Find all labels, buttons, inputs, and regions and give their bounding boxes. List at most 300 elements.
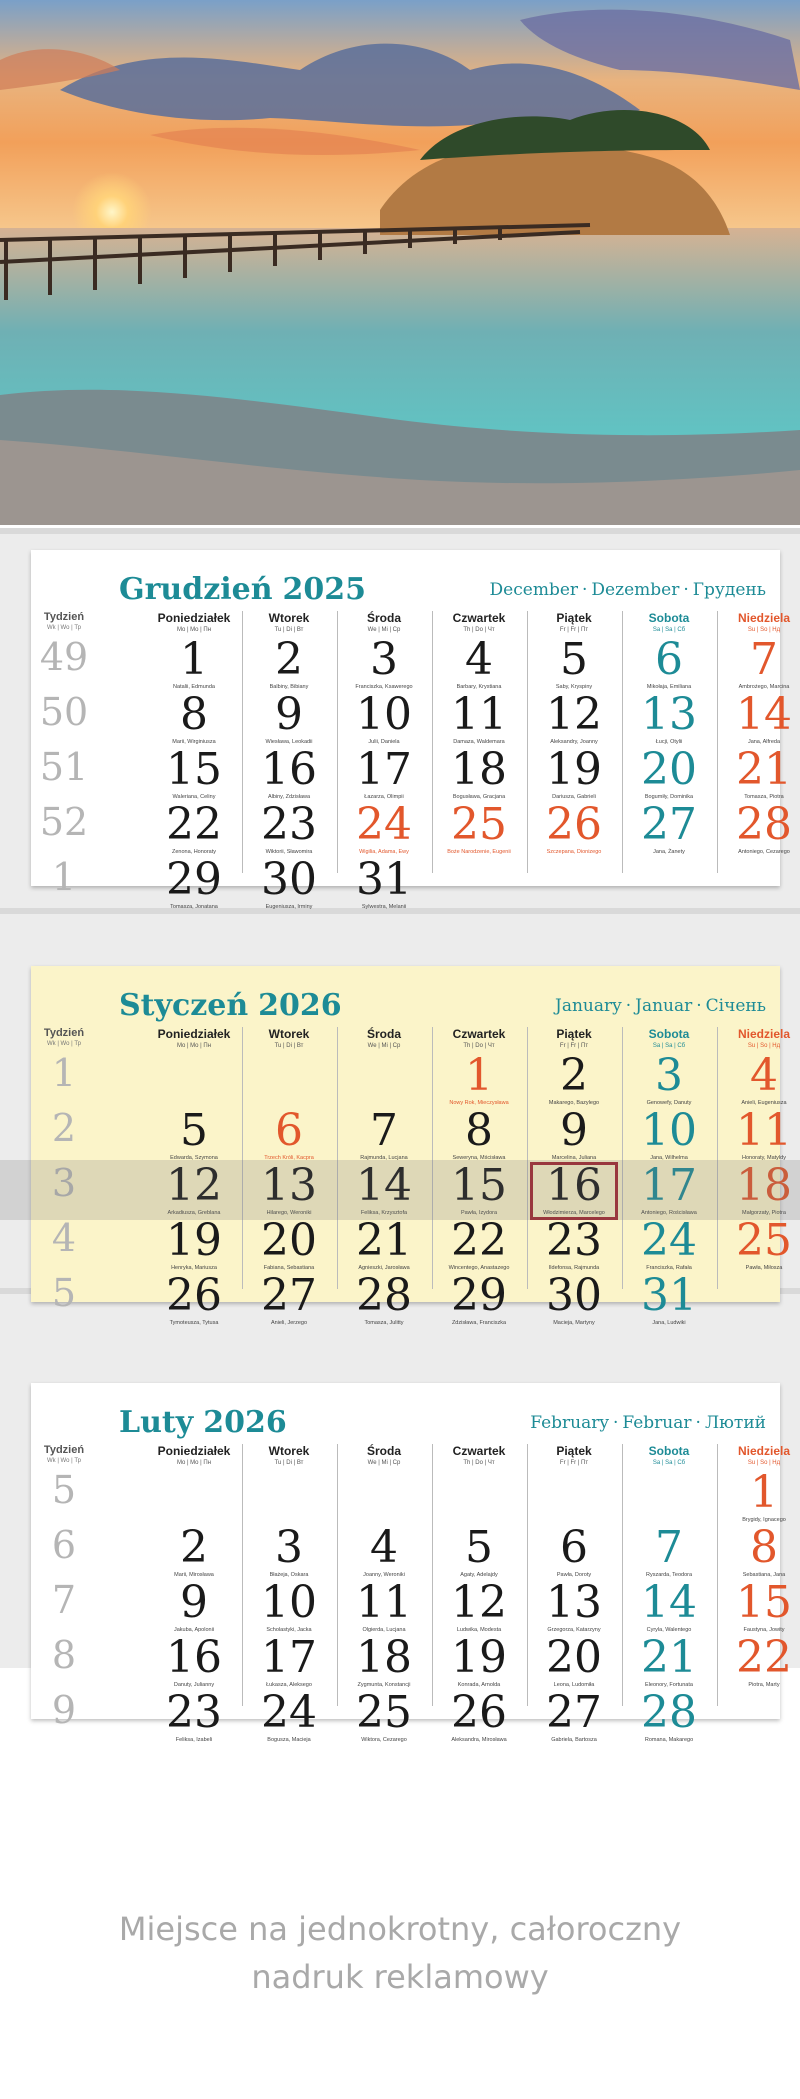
day-cell (337, 1105, 431, 1161)
weekday-header (337, 611, 431, 633)
day-number: 17 (261, 1632, 317, 1683)
name-day: Honoraty, Matyldy (742, 1155, 786, 1161)
name-day: Łucji, Otylii (655, 739, 683, 745)
day-cell (622, 689, 716, 745)
day-number: 11 (356, 1577, 412, 1628)
weekday-name: Czwartek (452, 611, 506, 625)
day-cell (147, 1687, 241, 1743)
day-cell (527, 1522, 621, 1578)
day-cell (622, 744, 716, 800)
weekday-name: Wtorek (268, 1027, 310, 1041)
name-day: Damaza, Waldemara (453, 739, 505, 745)
day-cell (242, 1270, 336, 1326)
day-cell (147, 1270, 241, 1326)
month-title (119, 1405, 287, 1440)
day-cell (337, 634, 431, 690)
name-day: Brygidy, Ignacego (742, 1517, 786, 1523)
name-day: Julii, Daniela (368, 739, 400, 745)
day-number: 30 (546, 1270, 602, 1321)
day-number: 29 (166, 854, 222, 905)
day-number: 7 (750, 634, 778, 685)
weekday-name: Niedziela (737, 1027, 791, 1041)
month-translation: Dezember (591, 580, 680, 600)
weekday-abbr: Tu | Di | Вт (274, 1043, 304, 1049)
weekday-name: Czwartek (452, 1444, 506, 1458)
name-day: Saby, Kryspiny (555, 684, 593, 690)
weekday-abbr: Mo | Mo | Пн (176, 627, 212, 633)
week-number: 52 (39, 800, 89, 844)
weekday-header (242, 1027, 336, 1049)
weekday-abbr: Sa | Sa | Сб (652, 1043, 686, 1049)
weekday-name: Czwartek (452, 1027, 506, 1041)
name-day: Anieli, Jerzego (270, 1320, 308, 1326)
week-number: 5 (51, 1271, 77, 1315)
weekday-header (147, 1027, 241, 1049)
name-day: Tomasza, Julitty (364, 1320, 404, 1326)
header-photo (0, 0, 800, 525)
weekday-name: Niedziela (737, 611, 791, 625)
separator-dot: · (582, 580, 588, 600)
name-day: Szczepana, Dionizego (546, 849, 602, 855)
weekday-header (147, 1444, 241, 1466)
day-cell (337, 744, 431, 800)
day-cell (527, 799, 621, 855)
month-name: Luty (119, 1405, 194, 1440)
weekday-header (337, 1027, 431, 1049)
name-day: Henryka, Mariusza (171, 1265, 217, 1271)
day-cell (147, 1632, 241, 1688)
month-name: Styczeń (119, 988, 249, 1023)
day-cell (527, 634, 621, 690)
month-translation: Februar (622, 1413, 692, 1433)
day-cell (242, 1687, 336, 1743)
month-title (119, 988, 342, 1023)
weekday-abbr: Fr | Fr | Пт (559, 1460, 589, 1466)
day-cell (432, 1522, 526, 1578)
weekday-name: Sobota (648, 611, 690, 625)
day-number: 5 (180, 1105, 208, 1156)
name-day: Eugeniusza, Irminy (265, 904, 313, 910)
day-cell (527, 1270, 621, 1326)
day-cell (717, 689, 800, 745)
name-day: Łukasza, Aleksego (266, 1682, 312, 1688)
separator-dot: · (625, 996, 632, 1016)
name-day: Wiesława, Leokadii (265, 739, 313, 745)
name-day: Jana, Ludwiki (652, 1320, 686, 1326)
day-number: 24 (356, 799, 412, 850)
day-cell (242, 634, 336, 690)
name-day: Ludwika, Modesta (456, 1627, 502, 1633)
day-cell (622, 1215, 716, 1271)
weekday-header (527, 611, 621, 633)
name-day: Bogusza, Macieja (267, 1737, 311, 1743)
day-cell (717, 1577, 800, 1633)
month-name: Grudzień (119, 572, 273, 607)
day-cell (242, 799, 336, 855)
day-cell (717, 799, 800, 855)
week-number: 5 (51, 1468, 77, 1512)
day-cell (242, 1577, 336, 1633)
day-cell (717, 1632, 800, 1688)
day-cell (432, 634, 526, 690)
day-cell (527, 1687, 621, 1743)
name-day: Faustyna, Jowity (743, 1627, 785, 1633)
day-number: 17 (641, 1160, 697, 1211)
name-day: Feliksa, Krzysztofa (360, 1210, 408, 1216)
day-cell (622, 634, 716, 690)
day-cell (432, 744, 526, 800)
day-number: 2 (180, 1522, 208, 1573)
day-number: 31 (641, 1270, 697, 1321)
day-number: 21 (356, 1215, 412, 1266)
day-number: 8 (465, 1105, 493, 1156)
day-cell (432, 1270, 526, 1326)
week-number: 1 (51, 855, 77, 899)
day-number: 27 (546, 1687, 602, 1738)
weekday-header (147, 611, 241, 633)
day-number: 8 (750, 1522, 778, 1573)
day-number: 11 (451, 689, 507, 740)
name-day: Włodzimierza, Marcelego (543, 1210, 605, 1216)
name-day: Ildefonsa, Rajmunda (548, 1265, 600, 1271)
weekday-abbr: We | Mi | Ср (367, 1460, 401, 1466)
name-day: Arkadiusza, Greblana (167, 1210, 221, 1216)
weekday-name: Piątek (556, 1027, 592, 1041)
name-day: Błażeja, Oskara (269, 1572, 309, 1578)
separator-dot: · (683, 580, 689, 600)
day-number: 22 (166, 799, 222, 850)
day-cell (622, 1687, 716, 1743)
name-day: Waleriana, Celiny (172, 794, 216, 800)
name-day: Marcelina, Juliana (551, 1155, 597, 1161)
week-header-label: Tydzień (43, 1444, 85, 1456)
day-number: 28 (356, 1270, 412, 1321)
name-day: Albiny, Zdzisława (267, 794, 311, 800)
day-number: 20 (546, 1632, 602, 1683)
weekday-abbr: Th | Do | Чт (463, 1460, 495, 1466)
month-translations (555, 996, 766, 1016)
day-cell (622, 1632, 716, 1688)
name-day: Ryszarda, Teodora (645, 1572, 693, 1578)
day-number: 22 (736, 1632, 792, 1683)
month-translations (490, 580, 766, 600)
weekday-abbr: Tu | Di | Вт (274, 1460, 304, 1466)
day-number: 12 (451, 1577, 507, 1628)
day-cell (527, 744, 621, 800)
day-cell (622, 1577, 716, 1633)
name-day: Anieli, Eugeniusza (741, 1100, 787, 1106)
day-cell (242, 1522, 336, 1578)
name-day: Trzech Króli, Kacpra (264, 1155, 314, 1161)
day-cell (432, 1632, 526, 1688)
day-number: 25 (451, 799, 507, 850)
day-cell (622, 1270, 716, 1326)
name-day: Mikołaja, Emiliana (646, 684, 692, 690)
weekday-header (717, 1444, 800, 1466)
name-day: Agaty, Adelajdy (460, 1572, 498, 1578)
day-number: 21 (641, 1632, 697, 1683)
name-day: Wigilia, Adama, Ewy (359, 849, 409, 855)
weekday-header (432, 611, 526, 633)
week-number: 49 (39, 635, 89, 679)
name-day: Agnieszki, Jarosława (358, 1265, 410, 1271)
week-number: 2 (51, 1106, 77, 1150)
day-cell (527, 1577, 621, 1633)
day-number: 10 (641, 1105, 697, 1156)
day-cell (622, 1050, 716, 1106)
month-sheet (31, 550, 792, 910)
day-number: 26 (451, 1687, 507, 1738)
day-number: 15 (736, 1577, 792, 1628)
name-day: Makarego, Bazylego (548, 1100, 600, 1106)
day-cell (242, 1105, 336, 1161)
name-day: Pawła, Miłosza (745, 1265, 783, 1271)
day-cell (717, 744, 800, 800)
day-number: 9 (275, 689, 303, 740)
name-day: Nowy Rok, Mieczysława (449, 1100, 509, 1106)
name-day: Leona, Ludomiła (553, 1682, 595, 1688)
name-day: Tymoteusza, Tytusa (169, 1320, 219, 1326)
day-cell (147, 799, 241, 855)
day-number: 22 (451, 1215, 507, 1266)
day-cell (242, 1632, 336, 1688)
name-day: Joanny, Weroniki (363, 1572, 405, 1578)
name-day: Pawła, Doroty (556, 1572, 592, 1578)
month-year: 2026 (258, 988, 342, 1023)
day-number: 19 (166, 1215, 222, 1266)
day-cell (337, 1687, 431, 1743)
day-cell (432, 1577, 526, 1633)
week-column-header (39, 1444, 89, 1464)
day-number: 6 (655, 634, 683, 685)
day-number: 21 (736, 744, 792, 795)
day-cell (147, 1522, 241, 1578)
day-cell (242, 1215, 336, 1271)
name-day: Franciszka, Ksawerego (355, 684, 413, 690)
day-number: 9 (180, 1577, 208, 1628)
day-number: 11 (736, 1105, 792, 1156)
day-number: 13 (261, 1160, 317, 1211)
ad-print-area (0, 1905, 800, 2001)
day-cell (432, 1215, 526, 1271)
month-translation: Januar (635, 996, 693, 1016)
name-day: Macieja, Martyny (553, 1320, 595, 1326)
day-cell (337, 854, 431, 910)
week-number: 7 (51, 1578, 77, 1622)
day-number: 19 (451, 1632, 507, 1683)
month-translation: December (489, 580, 579, 600)
name-day: Seweryna, Mścisława (452, 1155, 506, 1161)
ad-text-line-2: nadruk reklamowy (251, 1958, 549, 1996)
day-cell (717, 1522, 800, 1578)
weekday-name: Sobota (648, 1444, 690, 1458)
day-cell (147, 1577, 241, 1633)
week-number: 9 (51, 1688, 77, 1732)
name-day: Wiktorii, Sławomira (265, 849, 313, 855)
day-number: 28 (736, 799, 792, 850)
weekday-name: Wtorek (268, 611, 310, 625)
day-cell (432, 1050, 526, 1106)
weekday-header (337, 1444, 431, 1466)
weekday-name: Piątek (556, 611, 592, 625)
day-cell (717, 1215, 800, 1271)
name-day: Jana, Żanety (653, 849, 685, 855)
day-cell (432, 1687, 526, 1743)
day-number: 5 (560, 634, 588, 685)
name-day: Marii, Wirginiusza (172, 739, 216, 745)
day-number: 2 (275, 634, 303, 685)
day-number: 13 (641, 689, 697, 740)
week-number: 1 (51, 1051, 77, 1095)
weekday-abbr: We | Mi | Ср (367, 1043, 401, 1049)
name-day: Tomasza, Piotra (744, 794, 784, 800)
name-day: Fabiana, Sebastiana (263, 1265, 315, 1271)
day-number: 18 (356, 1632, 412, 1683)
name-day: Piotra, Marty (748, 1682, 780, 1688)
day-number: 14 (356, 1160, 412, 1211)
day-cell (147, 744, 241, 800)
weekday-name: Poniedziałek (157, 1027, 231, 1041)
name-day: Cyryla, Walentego (646, 1627, 692, 1633)
day-number: 31 (356, 854, 412, 905)
name-day: Wincentego, Anastazego (448, 1265, 510, 1271)
name-day: Jana, Wilhelma (650, 1155, 688, 1161)
name-day: Feliksa, Izabeli (175, 1737, 213, 1743)
name-day: Wiktora, Cezarego (361, 1737, 407, 1743)
day-cell (622, 1522, 716, 1578)
weekday-abbr: Su | So | Нд (747, 1043, 781, 1049)
weekday-abbr: Sa | Sa | Сб (652, 1460, 686, 1466)
day-number: 16 (166, 1632, 222, 1683)
weekday-header (717, 1027, 800, 1049)
week-number: 3 (51, 1161, 77, 1205)
week-number: 6 (51, 1523, 77, 1567)
day-cell (147, 1215, 241, 1271)
day-number: 6 (560, 1522, 588, 1573)
name-day: Jana, Alfreda (747, 739, 781, 745)
day-number: 3 (370, 634, 398, 685)
name-day: Danuty, Julianny (173, 1682, 215, 1688)
separator-dot: · (612, 1413, 619, 1433)
day-cell (432, 689, 526, 745)
name-day: Natalii, Edmunda (173, 684, 215, 690)
name-day: Zdzisława, Franciszka (451, 1320, 507, 1326)
week-number: 50 (39, 690, 89, 734)
day-number: 23 (546, 1215, 602, 1266)
name-day: Edwarda, Szymona (170, 1155, 218, 1161)
weekday-name: Środa (366, 611, 401, 625)
week-number: 8 (51, 1633, 77, 1677)
day-number: 4 (370, 1522, 398, 1573)
day-number: 16 (546, 1160, 602, 1211)
day-number: 4 (750, 1050, 778, 1101)
weekday-abbr: Fr | Fr | Пт (559, 1043, 589, 1049)
day-number: 4 (465, 634, 493, 685)
day-number: 30 (261, 854, 317, 905)
name-day: Zenona, Honoraty (171, 849, 217, 855)
name-day: Jakuba, Apolonii (173, 1627, 215, 1633)
separator-dot: · (695, 1413, 701, 1433)
day-number: 10 (356, 689, 412, 740)
month-title (119, 572, 366, 607)
month-year: 2026 (203, 1405, 287, 1440)
day-cell (717, 634, 800, 690)
month-sheet (31, 966, 792, 1326)
day-number: 24 (261, 1687, 317, 1738)
month-translation: February (530, 1413, 609, 1433)
day-number: 3 (275, 1522, 303, 1573)
day-cell (432, 1105, 526, 1161)
day-cell (337, 799, 431, 855)
name-day: Gabriela, Bartosza (551, 1737, 597, 1743)
current-week-slider[interactable] (0, 1160, 800, 1220)
day-cell (622, 1105, 716, 1161)
month-year: 2025 (282, 572, 367, 607)
month-sheet (31, 1383, 792, 1743)
name-day: Bogusława, Gracjana (452, 794, 506, 800)
weekday-abbr: Mo | Mo | Пн (176, 1043, 212, 1049)
day-cell (337, 1215, 431, 1271)
week-header-label: Tydzień (43, 611, 85, 623)
day-number: 12 (166, 1160, 222, 1211)
month-translation: January (555, 996, 622, 1016)
weekday-name: Wtorek (268, 1444, 310, 1458)
weekday-abbr: Su | So | Нд (747, 1460, 781, 1466)
day-cell (337, 1632, 431, 1688)
name-day: Rajmunda, Lucjana (360, 1155, 408, 1161)
name-day: Grzegorza, Katarzyny (547, 1627, 601, 1633)
name-day: Dariusza, Gabrieli (552, 794, 596, 800)
ad-text-line-1: Miejsce na jednokrotny, całoroczny (118, 1910, 682, 1948)
day-cell (147, 1105, 241, 1161)
day-number: 14 (736, 689, 792, 740)
month-translation: Січень (705, 996, 766, 1016)
day-number: 20 (641, 744, 697, 795)
day-number: 1 (465, 1050, 493, 1101)
day-number: 6 (275, 1105, 303, 1156)
day-number: 23 (166, 1687, 222, 1738)
weekday-header (242, 611, 336, 633)
day-number: 20 (261, 1215, 317, 1266)
weekday-abbr: Sa | Sa | Сб (652, 627, 686, 633)
day-cell (147, 634, 241, 690)
weekday-abbr: Tu | Di | Вт (274, 627, 304, 633)
day-number: 29 (451, 1270, 507, 1321)
weekday-header (622, 611, 716, 633)
week-header-abbr: Wk | Wo | Тр (46, 1458, 81, 1464)
weekday-header (527, 1444, 621, 1466)
day-cell (242, 854, 336, 910)
day-cell (717, 1050, 800, 1106)
weekday-abbr: Th | Do | Чт (463, 1043, 495, 1049)
name-day: Scholastyki, Jacka (266, 1627, 312, 1633)
day-cell (432, 799, 526, 855)
name-day: Ambrożego, Marcina (738, 684, 790, 690)
weekday-name: Sobota (648, 1027, 690, 1041)
day-number: 26 (546, 799, 602, 850)
day-number: 17 (356, 744, 412, 795)
day-cell (527, 689, 621, 745)
day-number: 5 (465, 1522, 493, 1573)
day-number: 15 (166, 744, 222, 795)
day-number: 15 (451, 1160, 507, 1211)
name-day: Sylwestra, Melanii (361, 904, 407, 910)
day-number: 16 (261, 744, 317, 795)
name-day: Łazarza, Olimpii (364, 794, 404, 800)
weekday-header (242, 1444, 336, 1466)
day-number: 13 (546, 1577, 602, 1628)
name-day: Sebastiana, Jana (742, 1572, 786, 1578)
